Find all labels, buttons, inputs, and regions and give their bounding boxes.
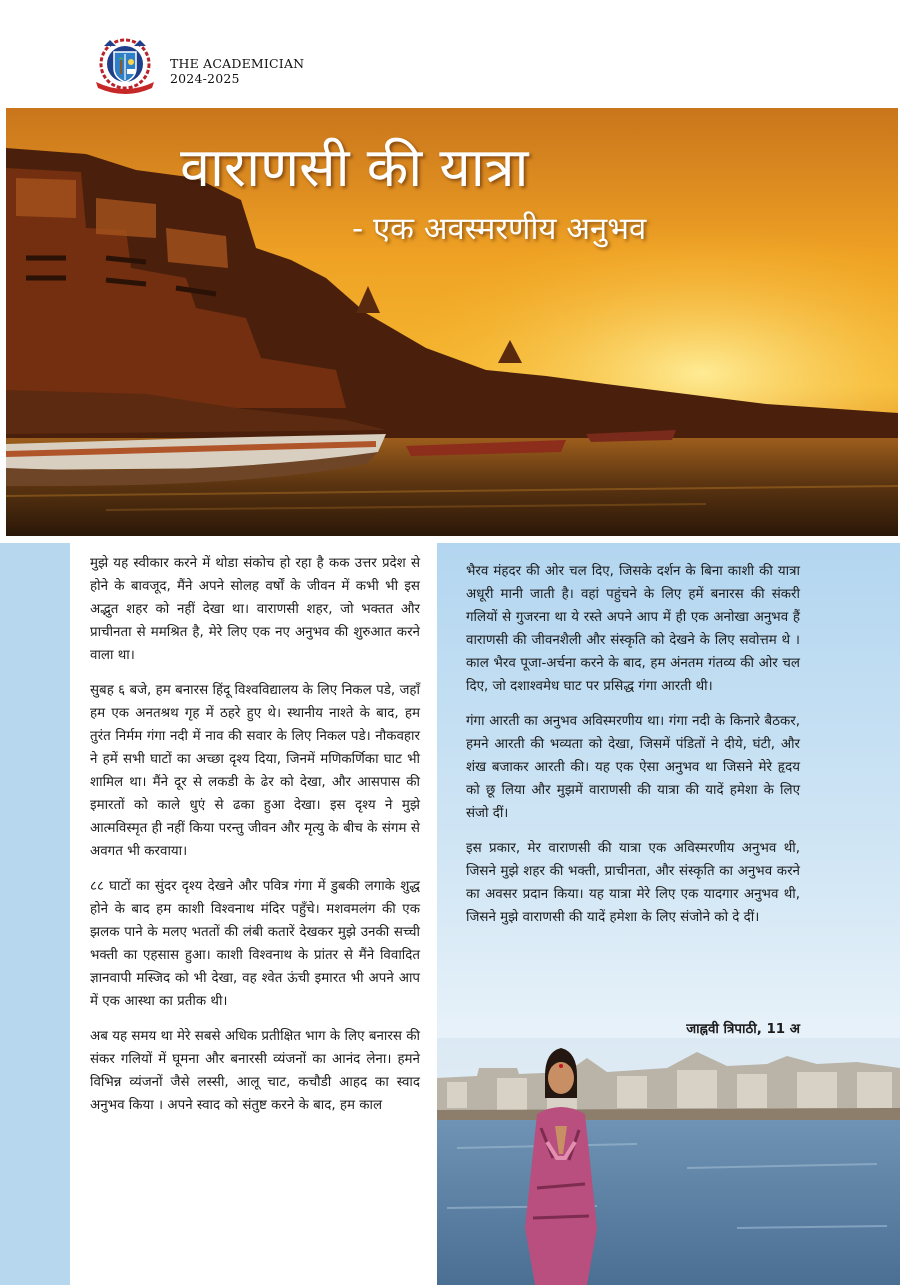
author-photo: [437, 1038, 900, 1285]
paragraph: ८८ घाटों का सुंदर दृश्य देखने और पवित्र गंगा में डुबकी लगाके शुद्ध होने के बाद हम काशी विश्वनाथ मंदिर पहुँचे। मशवमलंग की एक झलक पाने के मलए भततों की लंबी कतारें देखकर मुझे उनकी सच्ची भक्ती का एहसास हुआ। काशी विश्वनाथ के प्रांतर से मैंने विवादित ज्ञानवापी मस्जिद को भी देखा, वह श्वेत ऊंची इमारत भी अपने आप में एक आस्था का प्रतीक थी।: [90, 879, 420, 1009]
publication-info: [170, 56, 304, 86]
page-header: [0, 0, 900, 106]
school-crest-logo: [92, 38, 158, 96]
left-color-bar: [0, 543, 70, 1285]
paragraph: मुझे यह स्वीकार करने में थोडा संकोच हो रहा है कक उत्तर प्रदेश से होने के बावजूद, मैंने अपने सोलह वर्षों के जीवन में कभी भी इस अद्भुत शहर को नहीं देखा था। वाराणसी शहर, जो भक्तत और प्राचीनता से ममश्रित है, मेरे लिए एक नए अनुभव की शुरुआत करने वाला था।: [90, 556, 420, 663]
article-title: वाराणसी की यात्रा: [180, 136, 529, 199]
paragraph: इस प्रकार, मेर वाराणसी की यात्रा एक अविस्मरणीय अनुभव थी, जिसने मुझे शहर की भक्ती, प्राचीनता, और संस्कृति का अनुभव करने का अवसर प्रदान किया। यह यात्रा मेरे लिए एक यादगार अनुभव थी, जिसने मुझे वाराणसी की यादें हमेशा के लिए संजोने को दे दीं।: [466, 841, 800, 925]
paragraph: गंगा आरती का अनुभव अविस्मरणीय था। गंगा नदी के किनारे बैठकर, हमने आरती की भव्यता को देखा, जिसमें पंडितों ने दीये, घंटी, और शंख बजाकर आरती की। यह एक ऐसा अनुभव था जिसने मेरे हृदय को छू लिया और मुझमें वाराणसी की यात्रा की यादें हमेशा के लिए संजो दीं।: [466, 714, 800, 821]
paragraph: भैरव मंहदर की ओर चल दिए, जिसके दर्शन के बिना काशी की यात्रा अधूरी मानी जाती है। वहां पहुंचने के लिए हमें बनारस की संकरी गलियों से गुजरना था ये रस्ते अपने आप में ही एक अनोखा अनुभव हैं वाराणसी की जीवनशैली और संस्कृति को देखने के लिए सवोत्तम थे । काल भैरव पूजा-अर्चना करने के बाद, हम अंनतम गंतव्य की ओर चल दिए, जो दशाश्वमेध घाट पर प्रसिद्ध गंगा आरती थी।: [466, 564, 800, 694]
hero-banner: [6, 108, 898, 536]
author-credit: जाह्नवी त्रिपाठी, 11 अ: [686, 1022, 800, 1037]
article-left-column: [90, 552, 420, 1129]
paragraph: सुबह ६ बजे, हम बनारस हिंदू विश्वविद्यालय के लिए निकल पडे, जहाँ हम एक अनतश्रथ गृह में ठहरे हुए थे। स्थानीय नाश्ते के बाद, हम तुरंत निर्मम गंगा नदी में नाव की सवार के लिए निकल पडे। नौकवहार ने हमें सभी घाटों का अच्छा दृश्य दिया, जिनमें मणिकर्णिका घाट भी शामिल था। मैंने दूर से लकडी के ढेर को देखा, और आसपास की इमारतों को काले धुएं से ढका हुआ देखा। इस दृश्य ने मुझे आत्मविस्मृत ही नहीं किया परन्तु जीवन और मृत्यु के बीच के संगम से अवगत भी करवाया।: [90, 683, 420, 859]
article-right-column: [466, 560, 800, 941]
ghat-photo-illustration: [437, 1038, 900, 1285]
publication-year: 2024-2025: [170, 71, 240, 86]
publication-name: THE ACADEMICIAN: [170, 56, 305, 71]
article-subtitle: - एक अवस्मरणीय अनुभव: [352, 211, 647, 247]
paragraph: अब यह समय था मेरे सबसे अधिक प्रतीक्षित भाग के लिए बनारस की संकर गलियों में घूमना और बनारसी व्यंजनों का आनंद लेना। हमने विभिन्न व्यंजनों जैसे लस्सी, आलू चाट, कचौडी आहद का स्वाद अनुभव किया । अपने स्वाद को संतुष्ट करने के बाद, हम काल: [90, 1029, 420, 1113]
